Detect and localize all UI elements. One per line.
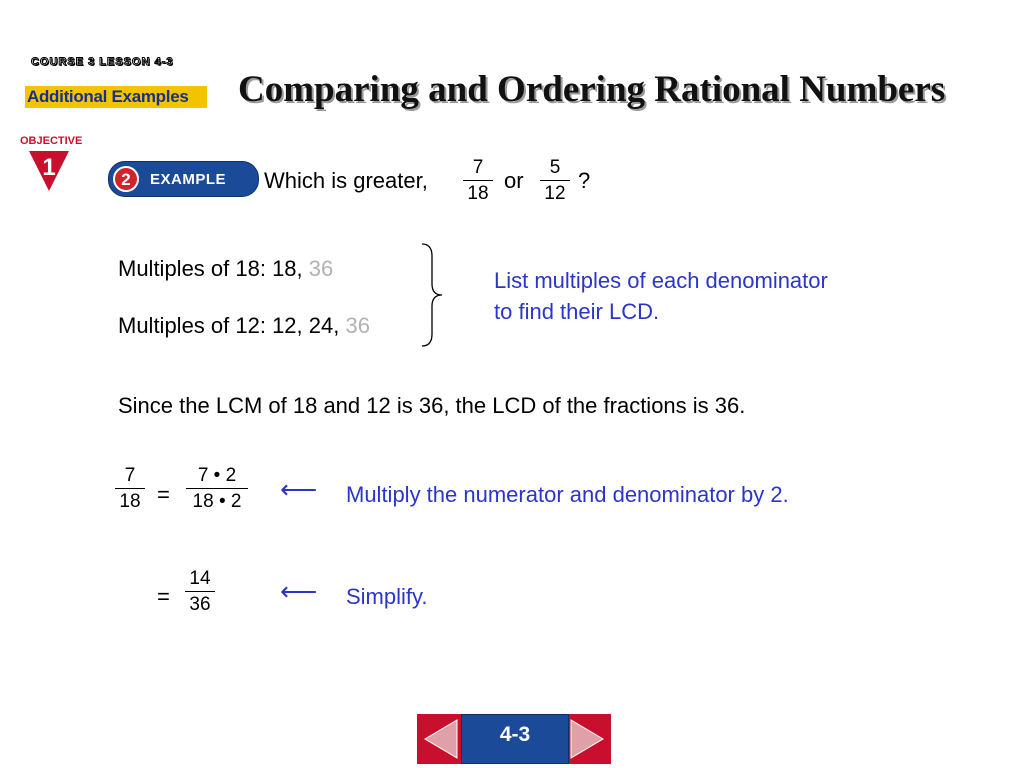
fraction-numerator: 5 bbox=[549, 157, 561, 178]
slide-navigation bbox=[417, 714, 611, 764]
fraction-bar bbox=[185, 591, 215, 592]
objective-number: 1 bbox=[42, 154, 56, 181]
example-label: EXAMPLE bbox=[150, 171, 227, 188]
example-number: 2 bbox=[121, 170, 131, 189]
fraction-bar bbox=[540, 180, 570, 181]
left-arrow-icon: ⟵ bbox=[280, 474, 318, 504]
step1-equals: = bbox=[157, 482, 170, 507]
fraction-numerator: 7 bbox=[124, 465, 136, 486]
right-triangle-icon[interactable] bbox=[569, 717, 607, 761]
page-title: Comparing and Ordering Rational Numbers bbox=[238, 69, 946, 110]
multiples-note-line-1: List multiples of each denominator bbox=[494, 268, 828, 293]
fraction-denominator: 36 bbox=[189, 594, 211, 615]
multiples-line-18 bbox=[118, 256, 333, 282]
question-prefix: Which is greater, bbox=[264, 168, 428, 193]
objective-badge-icon bbox=[29, 149, 69, 198]
lesson-badge bbox=[461, 714, 569, 764]
next-slide-button[interactable] bbox=[569, 717, 607, 766]
fraction-denominator: 18 • 2 bbox=[192, 491, 242, 512]
question-suffix: ? bbox=[578, 168, 591, 193]
example-badge bbox=[108, 161, 259, 197]
lcd-statement: Since the LCM of 18 and 12 is 36, the LCD of the fractions is 36. bbox=[118, 393, 746, 418]
step1-fraction-left bbox=[115, 465, 145, 513]
example-number-circle bbox=[113, 166, 139, 192]
fraction-denominator: 18 bbox=[119, 491, 141, 512]
left-arrow-icon: ⟵ bbox=[280, 576, 318, 606]
fraction-denominator: 12 bbox=[544, 183, 566, 204]
fraction-bar bbox=[115, 488, 145, 489]
fraction-numerator: 7 bbox=[472, 157, 484, 178]
fraction-numerator: 14 bbox=[189, 568, 211, 589]
step2-equals: = bbox=[157, 584, 170, 609]
step1-fraction-right bbox=[186, 465, 248, 513]
left-triangle-icon[interactable] bbox=[421, 717, 459, 761]
right-brace-icon bbox=[420, 242, 444, 353]
additional-examples-label: Additional Examples bbox=[27, 87, 189, 106]
objective-label: OBJECTIVE bbox=[20, 135, 83, 147]
lesson-badge-label: 4-3 bbox=[499, 723, 531, 746]
multiples-note-line-2: to find their LCD. bbox=[494, 299, 660, 324]
step2-note: Simplify. bbox=[346, 584, 428, 609]
fraction-bar bbox=[186, 488, 248, 489]
fraction-bar bbox=[463, 180, 493, 181]
course-lesson-label: COURSE 3 LESSON 4-3 bbox=[31, 56, 174, 68]
multiples-text: Multiples of 18: 18, bbox=[118, 256, 303, 281]
fraction-numerator: 7 • 2 bbox=[197, 465, 237, 486]
multiples-line-12 bbox=[118, 313, 370, 339]
additional-examples-banner bbox=[25, 86, 207, 108]
multiples-text: Multiples of 12: 12, 24, bbox=[118, 313, 340, 338]
multiples-highlight: 36 bbox=[345, 313, 370, 338]
previous-slide-button[interactable] bbox=[421, 717, 459, 766]
fraction-denominator: 18 bbox=[467, 183, 489, 204]
question-connector: or bbox=[504, 168, 524, 193]
question-fraction-1 bbox=[463, 157, 493, 205]
question-fraction-2 bbox=[540, 157, 570, 205]
multiples-highlight: 36 bbox=[308, 256, 334, 281]
step2-fraction bbox=[185, 568, 215, 616]
step1-note: Multiply the numerator and denominator by 2. bbox=[346, 482, 789, 507]
